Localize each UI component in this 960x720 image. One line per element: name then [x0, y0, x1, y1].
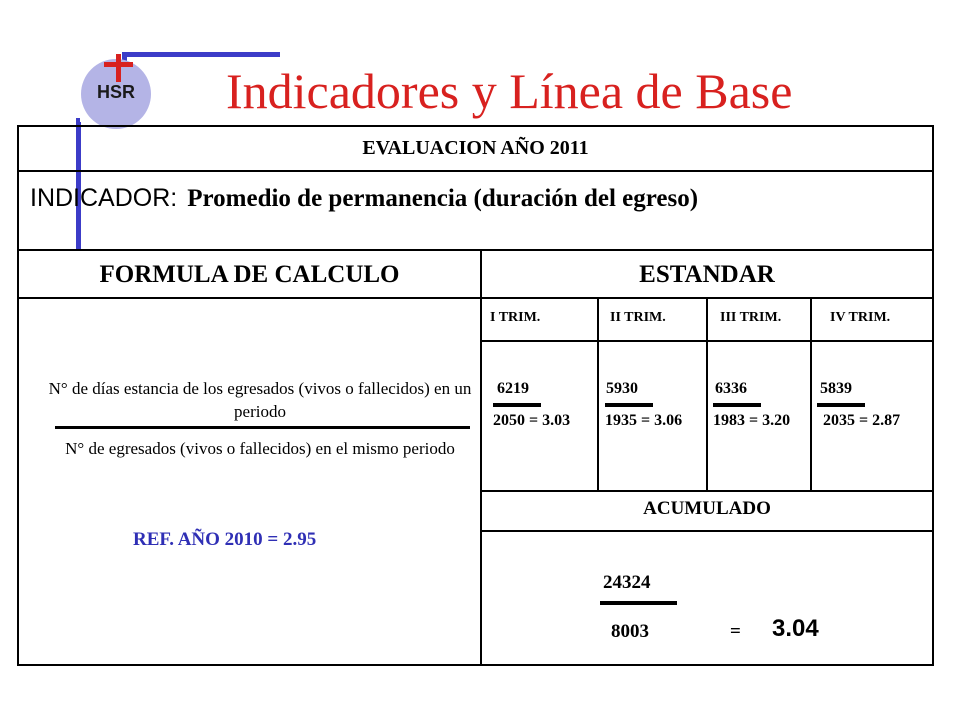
accumulated-fraction-bar — [600, 601, 677, 605]
slide-title: Indicadores y Línea de Base — [226, 63, 793, 119]
accumulated-result: 3.04 — [772, 615, 819, 642]
hospital-logo — [78, 54, 158, 129]
column-divider-q3 — [706, 297, 708, 490]
column-divider-main — [480, 249, 482, 666]
row-divider-acum-top — [480, 490, 934, 492]
quarter-numerator-1: 6219 — [497, 380, 529, 397]
quarter-label-4: IV TRIM. — [830, 310, 891, 325]
indicator-text: Promedio de permanencia (duración del egreso) — [187, 185, 699, 212]
quarter-result-2: 1935 = 3.06 — [605, 412, 683, 429]
quarter-label-3: III TRIM. — [720, 310, 782, 325]
indicator-label: INDICADOR: — [30, 184, 178, 212]
formula-denominator: N° de egresados (vivos o fallecidos) en el mismo periodo — [65, 439, 455, 458]
accumulated-equals: = — [730, 621, 741, 642]
indicator-row — [30, 184, 698, 213]
quarter-result-1: 2050 = 3.03 — [493, 412, 571, 429]
row-divider-3 — [17, 297, 934, 299]
formula-header: FORMULA DE CALCULO — [99, 261, 400, 288]
quarter-result-3: 1983 = 3.20 — [713, 412, 791, 429]
logo-letters: HSR — [96, 82, 136, 102]
quarter-numerator-3: 6336 — [715, 380, 747, 397]
quarter-bar-3 — [713, 403, 761, 407]
column-divider-q2 — [597, 297, 599, 490]
quarter-result-4: 2035 = 2.87 — [823, 412, 901, 429]
quarter-label-1: I TRIM. — [490, 310, 541, 325]
formula-fraction-bar — [55, 426, 470, 429]
reference-2010: REF. AÑO 2010 = 2.95 — [133, 529, 317, 550]
accumulated-numerator: 24324 — [603, 572, 651, 593]
column-divider-q4 — [810, 297, 812, 490]
accumulated-denominator: 8003 — [611, 621, 649, 642]
quarter-label-2: II TRIM. — [610, 310, 666, 325]
evaluation-year: EVALUACION AÑO 2011 — [362, 137, 589, 159]
quarter-bar-2 — [605, 403, 653, 407]
quarter-bar-4 — [817, 403, 865, 407]
formula-numerator: N° de días estancia de los egresados (vivos o fallecidos) en un periodo — [48, 379, 472, 421]
row-divider-2 — [17, 249, 934, 251]
row-divider-acum-bottom — [480, 530, 934, 532]
standard-header: ESTANDAR — [639, 261, 775, 288]
quarter-numerator-4: 5839 — [820, 380, 852, 397]
row-divider-1 — [17, 170, 934, 172]
quarter-bar-1 — [493, 403, 541, 407]
accumulated-header: ACUMULADO — [643, 498, 771, 519]
quarter-numerator-2: 5930 — [606, 380, 638, 397]
